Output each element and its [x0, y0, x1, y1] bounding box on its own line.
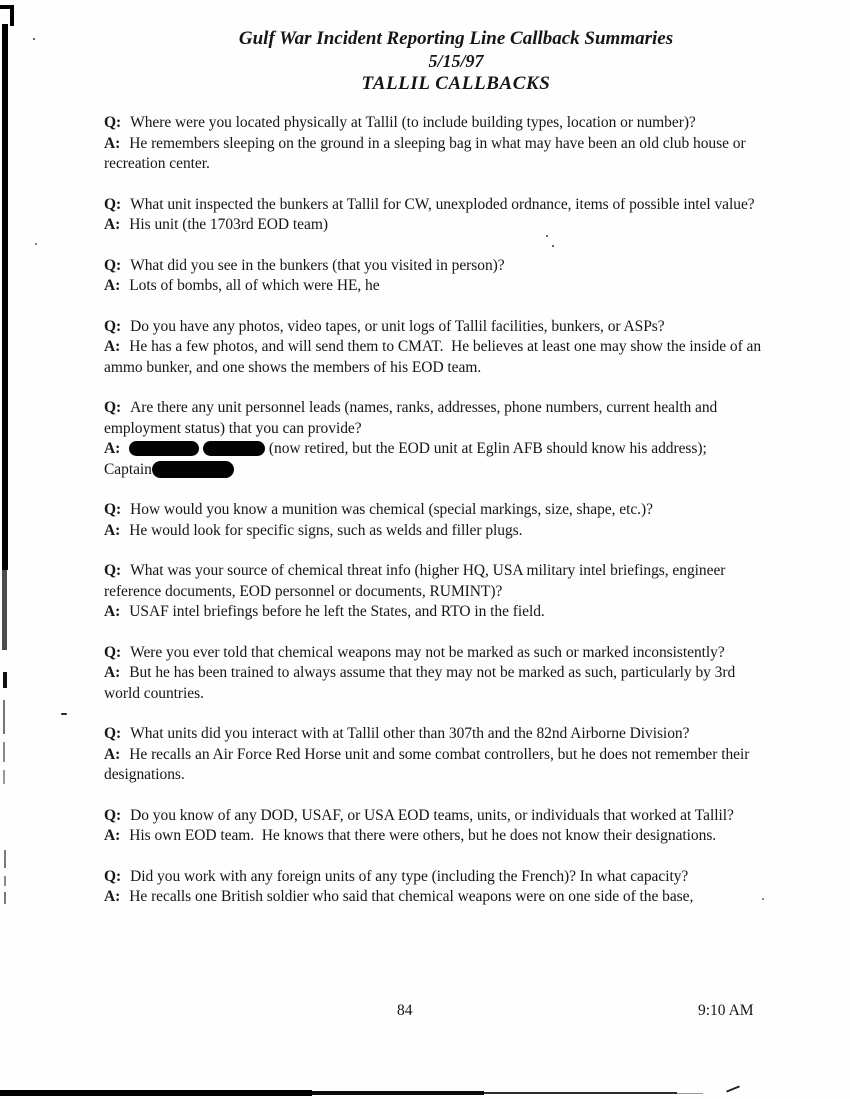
document-header — [62, 27, 850, 95]
answer-text: He has a few photos, and will send them to CMAT. He believes at least one may show the inside of an ammo bunker, and one shows the members of his EOD team. — [104, 338, 765, 376]
scan-speck — [61, 713, 67, 715]
a-prefix: A: — [104, 745, 121, 763]
qa-block — [104, 561, 766, 623]
question-text: What units did you interact with at Tallil other than 307th and the 82nd Airborne Division? — [130, 725, 690, 742]
answer-text: Lots of bombs, all of which were HE, he — [129, 277, 380, 294]
scan-artifact-bottom-bar — [484, 1092, 677, 1094]
q-prefix: Q: — [104, 643, 122, 661]
a-prefix: A: — [104, 216, 121, 233]
answer-text: USAF intel briefings before he left the States, and RTO in the field. — [129, 603, 545, 620]
document-section-title: TALLIL CALLBACKS — [361, 73, 551, 94]
page-number: 84 — [397, 1002, 413, 1019]
question-text: Where were you located physically at Tallil (to include building types, location or number)? — [130, 114, 696, 131]
scan-speck — [35, 243, 37, 245]
question-text: Were you ever told that chemical weapons may not be marked as such or marked inconsistently? — [130, 643, 725, 661]
qa-block — [104, 500, 766, 541]
redaction-bar — [203, 441, 265, 456]
a-prefix: A: — [104, 440, 121, 457]
answer-line — [104, 215, 766, 236]
question-text: Are there any unit personnel leads (names, ranks, addresses, phone numbers, current health and employment status) that you can provide? — [104, 399, 722, 437]
scan-artifact-left-dash — [4, 892, 6, 904]
scan-artifact-left-dash — [4, 850, 6, 868]
qa-block — [104, 643, 766, 705]
q-prefix: Q: — [104, 317, 122, 335]
question-line — [104, 256, 766, 277]
timestamp: 9:10 AM — [698, 1002, 754, 1019]
q-prefix: Q: — [104, 562, 122, 579]
scan-artifact-left-dash — [3, 742, 5, 762]
qa-block — [104, 113, 766, 175]
answer-text: He recalls an Air Force Red Horse unit and some combat controllers, but he does not remember their designations. — [104, 745, 754, 783]
q-prefix: Q: — [104, 399, 122, 416]
a-prefix: A: — [104, 338, 121, 355]
answer-text: (now retired, but the EOD unit at Eglin AFB should know his address); — [265, 440, 707, 457]
scan-artifact-left-dash — [3, 770, 5, 784]
scan-artifact-bottom-bar — [312, 1091, 484, 1095]
question-text: What unit inspected the bunkers at Tallil for CW, unexploded ordnance, items of possible intel value? — [130, 195, 755, 213]
answer-text: But he has been trained to always assume that they may not be marked as such, particularly by 3rd world countries. — [104, 664, 740, 702]
a-prefix: A: — [104, 664, 121, 681]
question-line — [104, 317, 766, 338]
answer-line — [104, 276, 766, 297]
qa-block — [104, 317, 766, 379]
question-text: Do you have any photos, video tapes, or unit logs of Tallil facilities, bunkers, or ASPs? — [130, 317, 665, 335]
answer-line — [104, 887, 766, 908]
scan-artifact-left-dash — [3, 672, 7, 688]
a-prefix: A: — [104, 603, 121, 620]
qa-block — [104, 806, 766, 847]
question-text: How would you know a munition was chemical (special markings, size, shape, etc.)? — [130, 501, 653, 518]
question-line — [104, 724, 766, 745]
question-line — [104, 643, 766, 664]
question-line — [104, 113, 766, 134]
scan-artifact-left-bar — [2, 24, 8, 570]
q-prefix: Q: — [104, 867, 122, 885]
answer-text: He recalls one British soldier who said that chemical weapons were on one side of the base, — [129, 888, 694, 905]
answer-text: His own EOD team. He knows that there were others, but he does not know their designations. — [129, 827, 717, 844]
q-prefix: Q: — [104, 501, 122, 518]
question-line — [104, 195, 766, 216]
a-prefix: A: — [104, 521, 121, 539]
redaction-bar — [152, 461, 234, 478]
qa-block — [104, 398, 766, 480]
scan-speck — [33, 38, 35, 40]
question-line — [104, 561, 766, 602]
question-text: What did you see in the bunkers (that you visited in person)? — [130, 256, 505, 274]
qa-block — [104, 724, 766, 786]
qa-block — [104, 256, 766, 297]
redaction-bar — [129, 441, 199, 456]
scan-artifact-left-dash — [4, 876, 6, 886]
answer-text: He remembers sleeping on the ground in a sleeping bag in what may have been an old club house or recreation center. — [104, 134, 750, 172]
scan-artifact-bottom-bar — [677, 1093, 703, 1094]
scan-artifact-bottom-bar — [0, 1090, 312, 1096]
answer-line — [104, 134, 766, 175]
qa-block — [104, 867, 766, 908]
q-prefix: Q: — [104, 806, 122, 824]
scan-artifact-top-notch — [10, 5, 14, 26]
question-text: Did you work with any foreign units of any type (including the French)? In what capacity? — [130, 867, 689, 885]
answer-text: His unit (the 1703rd EOD team) — [129, 216, 328, 233]
answer-line — [104, 602, 766, 623]
answer-line — [104, 439, 766, 480]
answer-line — [104, 521, 766, 542]
q-prefix: Q: — [104, 256, 122, 274]
answer-line — [104, 826, 766, 847]
answer-text: Captain — [104, 460, 152, 478]
a-prefix: A: — [104, 134, 121, 152]
document-date: 5/15/97 — [428, 51, 484, 71]
scan-artifact-left-bar-fade — [2, 570, 7, 650]
answer-text: He would look for specific signs, such as welds and filler plugs. — [129, 521, 523, 539]
question-line — [104, 806, 766, 827]
answer-line — [104, 337, 766, 378]
answer-line — [104, 745, 766, 786]
question-line — [104, 398, 766, 439]
question-line — [104, 867, 766, 888]
q-prefix: Q: — [104, 725, 122, 742]
document-title: Gulf War Incident Reporting Line Callback Summaries — [238, 28, 674, 49]
scan-artifact-bottom-tick — [726, 1085, 740, 1092]
scan-artifact-left-dash — [3, 700, 5, 734]
question-text: What was your source of chemical threat info (higher HQ, USA military intel briefings, engineer reference documents, EOD personnel or documents, RUMINT)? — [104, 562, 730, 600]
q-prefix: Q: — [104, 195, 122, 213]
a-prefix: A: — [104, 888, 121, 905]
question-line — [104, 500, 766, 521]
q-prefix: Q: — [104, 114, 122, 131]
a-prefix: A: — [104, 277, 121, 294]
qa-list — [104, 113, 766, 928]
qa-block — [104, 195, 766, 236]
a-prefix: A: — [104, 827, 121, 844]
question-text: Do you know of any DOD, USAF, or USA EOD teams, units, or individuals that worked at Tallil? — [130, 806, 734, 824]
answer-line — [104, 663, 766, 704]
